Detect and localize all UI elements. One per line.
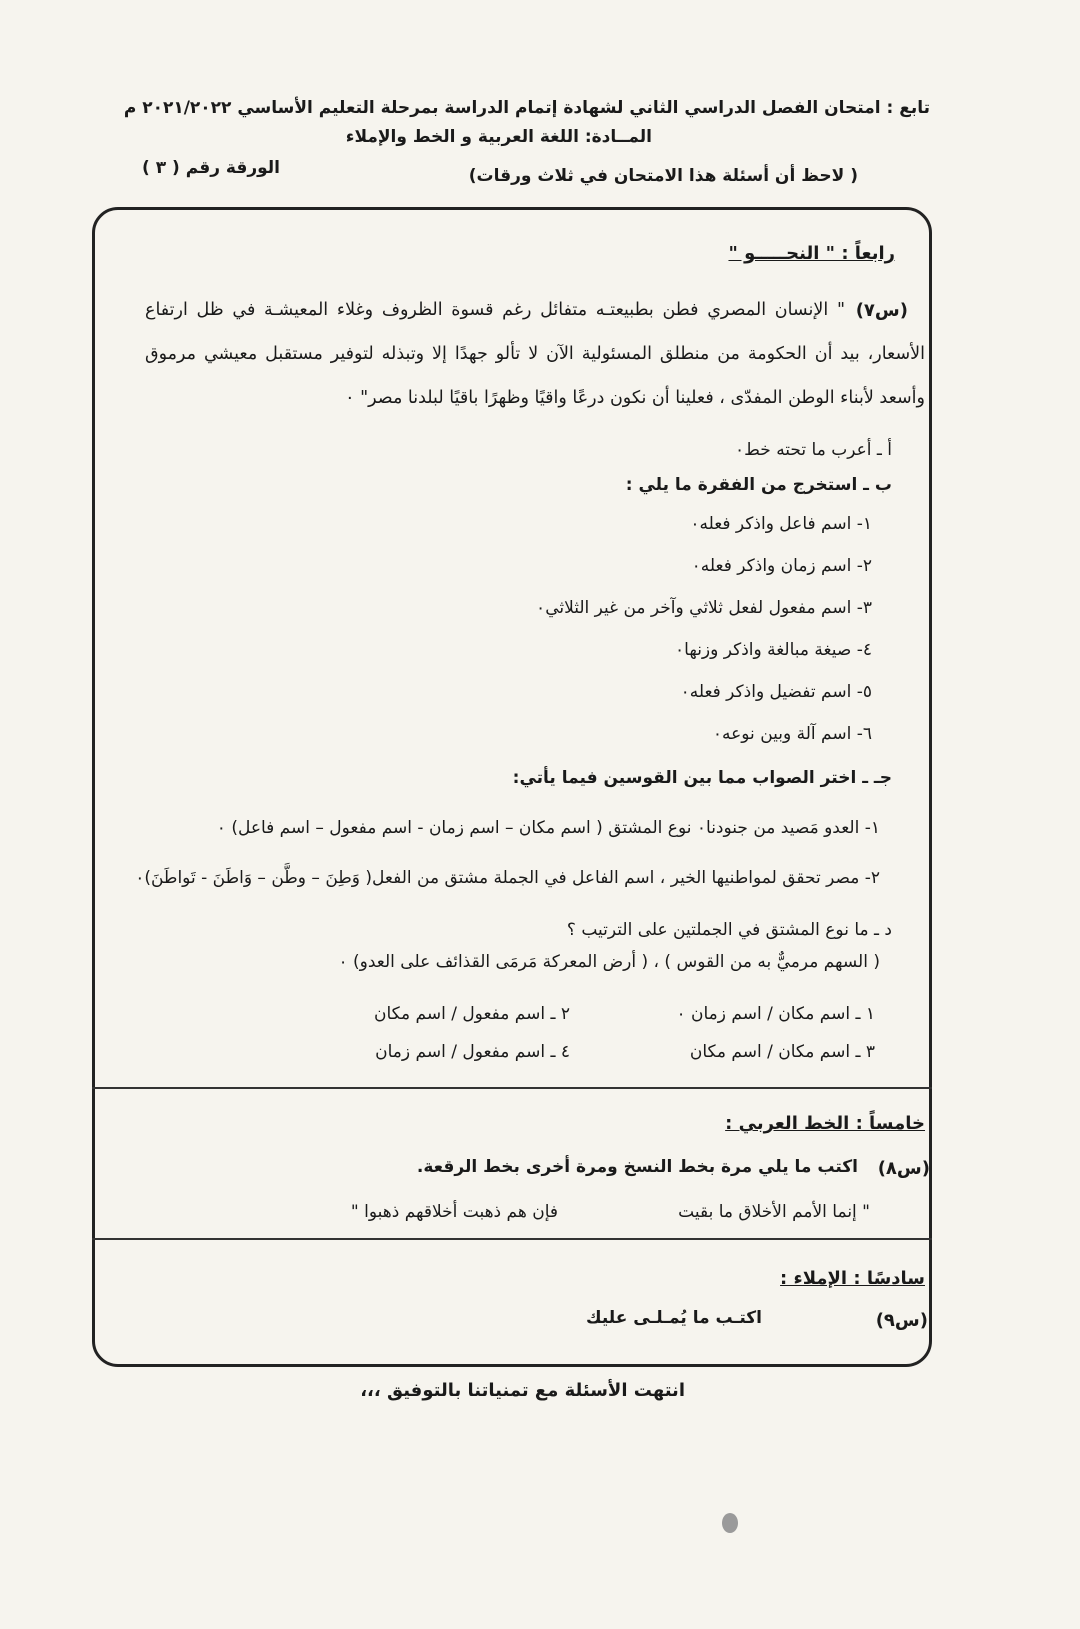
- verse-part-2: فإن هم ذهبت أخلاقهم ذهبوا ": [350, 1202, 558, 1222]
- part-b-item-6: ٦- اسم آلة وبين نوعه٠: [712, 724, 872, 744]
- question-8-label: (س٨): [877, 1158, 930, 1179]
- verse-part-1: " إنما الأمم الأخلاق ما بقيت: [678, 1202, 870, 1222]
- passage-line-3: وأسعد لأبناء الوطن المفدّى ، فعلينا أن نكون درعًا واقيًا وظهرًا باقيًا لبلدنا مصر" ٠: [345, 388, 925, 408]
- calligraphy-instruction: اكتب ما يلي مرة بخط النسخ ومرة أخرى بخط الرقعة.: [416, 1157, 858, 1177]
- part-d-option-4: ٤ ـ اسم مفعول / اسم زمان: [375, 1042, 570, 1062]
- paper-number: الورقة رقم ( ٣ ): [142, 158, 280, 178]
- part-c-item-2: ٢- مصر تحقق لمواطنيها الخير ، اسم الفاعل في الجملة مشتق من الفعل( وَطِنَ – وطَّن – وَاطَنَ - تَواطَنَ)٠: [135, 868, 880, 888]
- exam-title: تابع : امتحان الفصل الدراسي الثاني لشهادة إتمام الدراسة بمرحلة التعليم الأساسي ٢٠٢١/٢٠٢٢ م: [123, 98, 930, 118]
- part-d-instruction: د ـ ما نوع المشتق في الجملتين على الترتيب ؟: [566, 920, 892, 940]
- part-d-option-2: ٢ ـ اسم مفعول / اسم مكان: [373, 1004, 570, 1024]
- passage-line-2: الأسعار، بيد أن الحكومة من منطلق المسئولية الآن لا تألو جهدًا إلا وتبذله لتوفير مستقبل معيشي مرموق: [145, 344, 925, 364]
- part-b-item-4: ٤- صيغة مبالغة واذكر وزنها٠: [675, 640, 872, 660]
- part-b-item-1: ١- اسم فاعل واذكر فعله٠: [690, 514, 872, 534]
- part-d-option-1: ١ ـ اسم مكان / اسم زمان ٠: [676, 1004, 875, 1024]
- subject-title: المــادة: اللغة العربية و الخط والإملاء: [345, 127, 652, 147]
- question-9-label: (س٩): [875, 1310, 928, 1331]
- closing-note: انتهت الأسئلة مع تمنياتنا بالتوفيق ،،،: [360, 1380, 685, 1401]
- section-dictation-heading: سادسًا : الإملاء :: [780, 1268, 925, 1289]
- part-d-option-3: ٣ ـ اسم مكان / اسم مكان: [689, 1042, 875, 1062]
- part-b-item-3: ٣- اسم مفعول لفعل ثلاثي وآخر من غير الثلاثي٠: [536, 598, 872, 618]
- dictation-instruction: اكتـب ما يُمـلـى عليك: [586, 1308, 762, 1328]
- section-grammar-heading: رابعاً : " النحـــــو ": [728, 243, 895, 264]
- part-a-instruction: أ ـ أعرب ما تحته خط٠: [735, 440, 892, 460]
- section-calligraphy-heading: خامساً : الخط العربي :: [725, 1113, 925, 1134]
- part-b-instruction: ب ـ استخرج من الفقرة ما يلي :: [625, 475, 892, 495]
- ink-speck: [722, 1513, 738, 1533]
- part-b-item-5: ٥- اسم تفضيل واذكر فعله٠: [680, 682, 872, 702]
- part-c-instruction: جـ ـ اختر الصواب مما بين القوسين فيما يأتي:: [512, 768, 892, 788]
- part-b-item-2: ٢- اسم زمان واذكر فعله٠: [691, 556, 872, 576]
- pages-note: ( لاحظ أن أسئلة هذا الامتحان في ثلاث ورقات): [468, 166, 858, 186]
- part-d-sentences: ( السهم مرميٌّ به من القوس ) ، ( أرض المعركة مَرمَى القذائف على العدو) ٠: [338, 952, 880, 972]
- divider: [92, 1238, 932, 1240]
- part-c-item-1: ١- العدو مَصيد من جنودنا٠ نوع المشتق ( اسم مكان – اسم زمان - اسم مفعول – اسم فاعل) ٠: [216, 818, 880, 838]
- passage-line-1: " الإنسان المصري فطن بطبيعتـه متفائل رغم قسوة الظروف وغلاء المعيشـة في ظل ارتفاع: [145, 300, 845, 320]
- divider: [92, 1087, 932, 1089]
- question-7-label: (س٧): [855, 300, 908, 321]
